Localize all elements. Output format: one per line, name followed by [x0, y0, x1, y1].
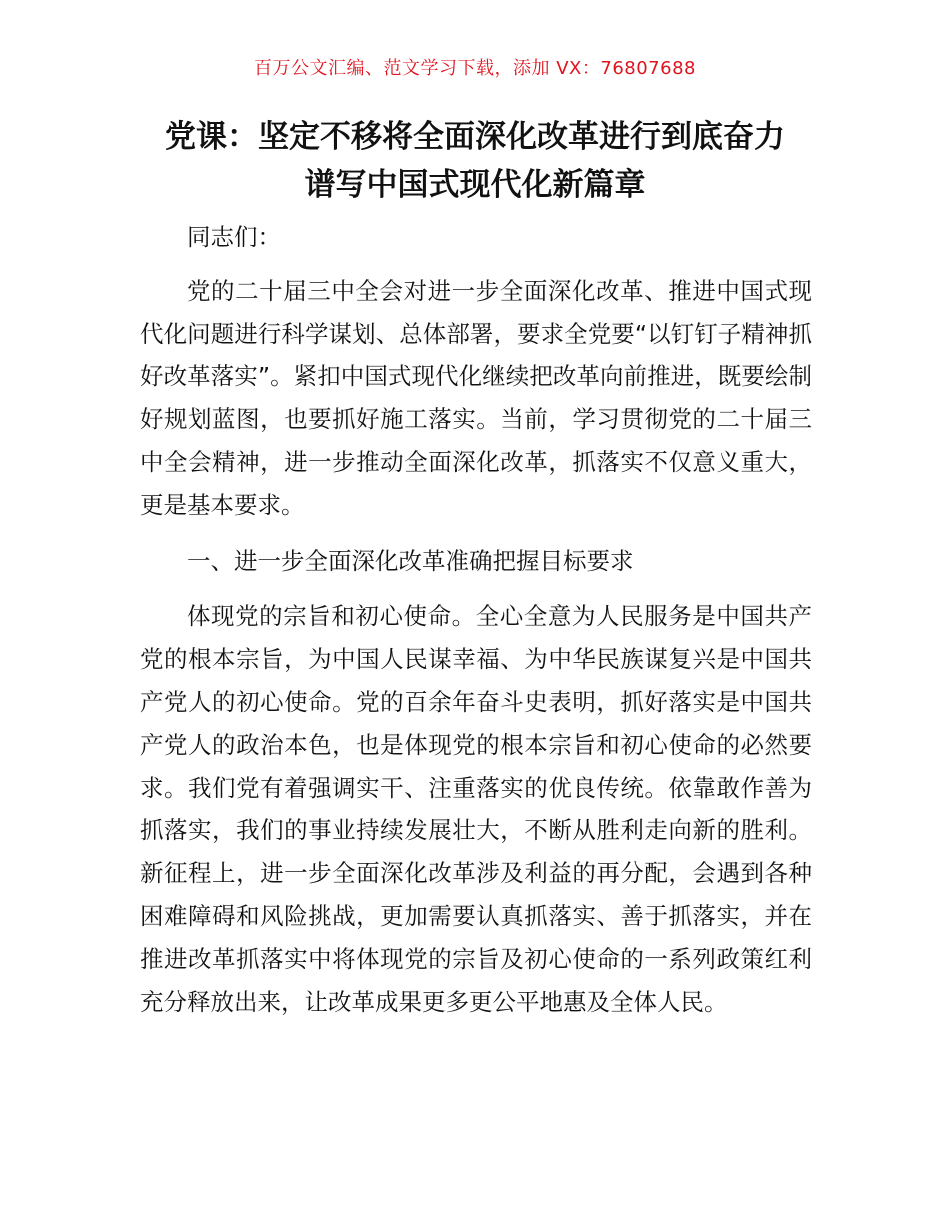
paragraph-intro: 党的二十届三中全会对进一步全面深化改革、推进中国式现代化问题进行科学谋划、总体部署，要求全党要“以钉钉子精神抓好改革落实”。紧扣中国式现代化继续把改革向前推进，既要绘制好规划蓝图，也要抓好施工落实。当前，学习贯彻党的二十届三中全会精神，进一步推动全面深化改革，抓落实不仅意义重大，更是基本要求。: [140, 276, 812, 519]
document-title-line-1: 党课：坚定不移将全面深化改革进行到底奋力: [165, 119, 785, 155]
header-banner: 百万公文汇编、范文学习下载，添加 VX：76807688: [254, 58, 696, 79]
salutation: 同志们：: [187, 223, 281, 251]
paragraph-section-1: 体现党的宗旨和初心使命。全心全意为人民服务是中国共产党的根本宗旨，为中国人民谋幸福、为中华民族谋复兴是中国共产党人的初心使命。党的百余年奋斗史表明，抓好落实是中国共产党人的政治本色，也是体现党的根本宗旨和初心使命的必然要求。我们党有着强调实干、注重落实的优良传统。依靠敢作善为抓落实，我们的事业持续发展壮大，不断从胜利走向新的胜利。新征程上，进一步全面深化改革涉及利益的再分配，会遇到各种困难障碍和风险挑战，更加需要认真抓落实、善于抓落实，并在推进改革抓落实中将体现党的宗旨及初心使命的一系列政策红利充分释放出来，让改革成果更多更公平地惠及全体人民。: [140, 602, 812, 1016]
section-heading-1: 一、进一步全面深化改革准确把握目标要求: [187, 546, 634, 575]
document-title-line-2: 谱写中国式现代化新篇章: [304, 167, 646, 203]
document-title: [110, 113, 840, 209]
document-body: [140, 216, 812, 1036]
